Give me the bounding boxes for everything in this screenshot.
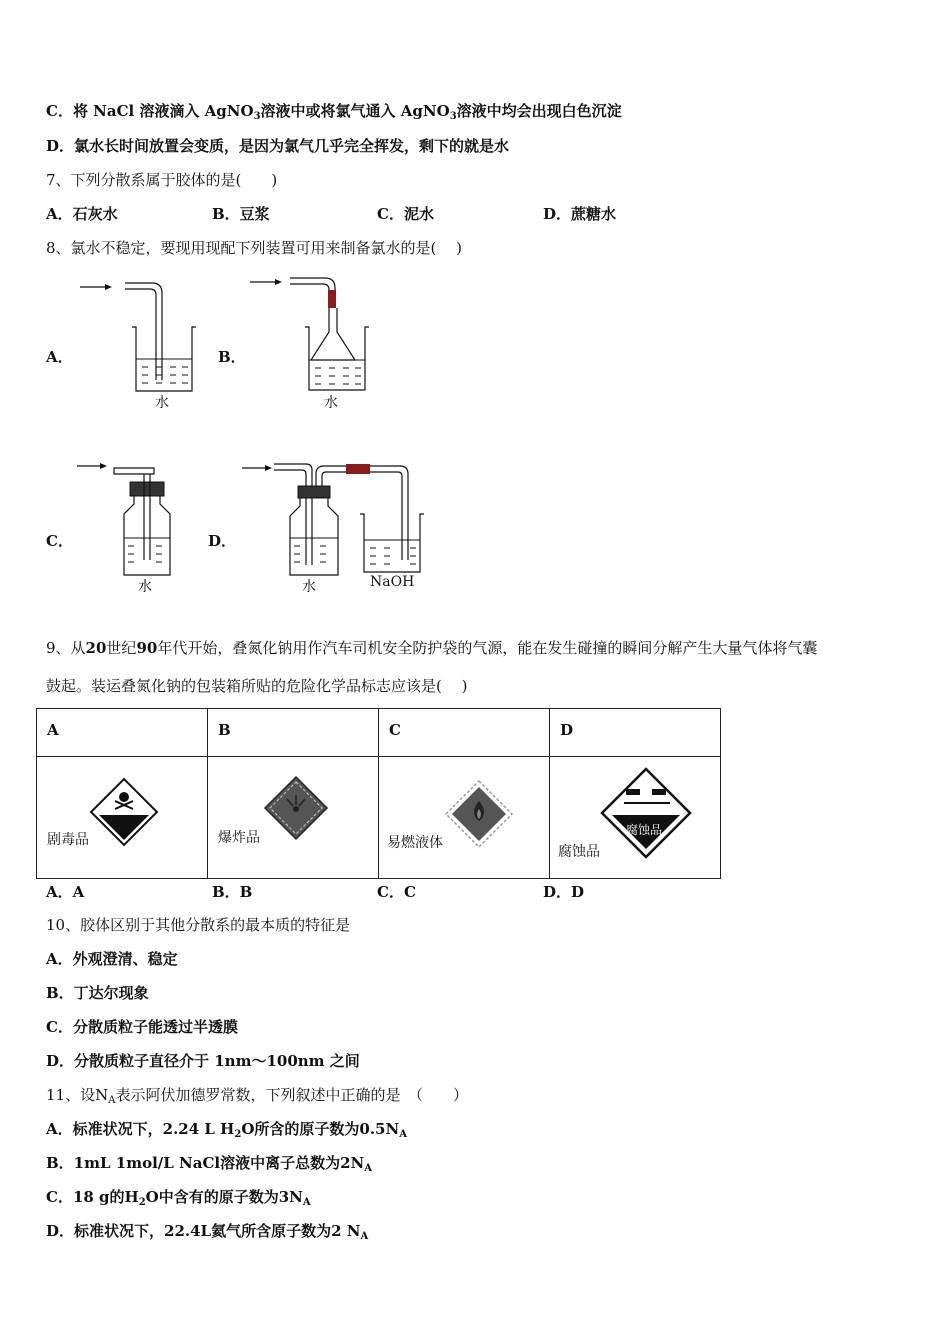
q8-stem: 8、氯水不稳定，要现用现配下列装置可用来制备氯水的是( ) [46, 239, 463, 257]
q10-stem: 10、胶体区别于其他分散系的最本质的特征是 [46, 916, 351, 934]
corrosive-sign-icon [600, 767, 692, 859]
toxic-sign-icon [89, 777, 159, 847]
q7-option-a: A．石灰水 [46, 205, 118, 223]
q9-option-d: D．D [543, 883, 585, 901]
q11-option-c: C．18 g的$H_2O$中含有的原子数为$3N_A$ [46, 1188, 311, 1208]
q9-option-b: B．B [212, 883, 253, 901]
hazard-cell-c [379, 757, 550, 879]
apparatus-d [240, 460, 430, 590]
hazard-header-a: A [37, 709, 208, 757]
q11-option-d: D．标准状况下，22.4L氦气所含原子数为2 $N_A$ [46, 1222, 369, 1242]
q8-label-b: B． [218, 348, 246, 366]
q11-stem: 11、设$N_A$表示阿伏加德罗常数，下列叙述中正确的是 （ ） [46, 1086, 468, 1106]
caption-flammable: 易燃液体 [387, 835, 443, 851]
q10-option-a: A．外观澄清、稳定 [46, 950, 178, 968]
q11-option-b: B．1mL 1mol/L NaCl溶液中离子总数为$2N_A$ [46, 1154, 372, 1174]
hazard-header-c: C [379, 709, 550, 757]
caption-water-d: 水 [302, 579, 316, 595]
caption-naoh: NaOH [370, 574, 415, 590]
q8-label-d: D． [208, 532, 237, 550]
q8-label-a: A． [46, 348, 73, 366]
q9-stem-line1: 9、从20世纪90年代开始，叠氮化钠用作汽车司机安全防护袋的气源，能在发生碰撞的瞬间分解产生大量气体将气囊 [46, 639, 818, 657]
q11-option-a: A．标准状况下，2.24 L $H_2O$所含的原子数为$0.5N_A$ [46, 1120, 407, 1140]
q9-option-c: C．C [377, 883, 416, 901]
apparatus-c [72, 460, 192, 590]
q7-stem: 7、下列分散系属于胶体的是( ) [46, 171, 278, 189]
caption-explosive: 爆炸品 [218, 830, 260, 846]
corrosive-sign-text: 腐蚀品 [626, 823, 663, 837]
q10-option-c: C．分散质粒子能透过半透膜 [46, 1018, 238, 1036]
q8-label-c: C． [46, 532, 73, 550]
apparatus-a [70, 275, 210, 415]
caption-water-b: 水 [324, 395, 338, 411]
caption-water-c: 水 [138, 579, 152, 595]
q6-option-c: C．将 NaCl 溶液滴入 AgNO$_3$溶液中或将氯气通入 AgNO$_3$溶液中均会出现白色沉淀 [46, 102, 622, 122]
q6-option-d: D．氯水长时间放置会变质，是因为氯气几乎完全挥发，剩下的就是水 [46, 137, 510, 155]
caption-corrosive: 腐蚀品 [558, 844, 600, 860]
hazard-cell-a [37, 757, 208, 879]
q10-option-d: D．分散质粒子直径介于 1nm～100nm 之间 [46, 1052, 360, 1070]
q7-option-d: D．蔗糖水 [543, 205, 617, 223]
hazard-header-d: D [550, 709, 721, 757]
q7-option-b: B．豆浆 [212, 205, 270, 223]
hazard-header-b: B [208, 709, 379, 757]
apparatus-b [245, 272, 385, 412]
caption-toxic: 剧毒品 [47, 832, 89, 848]
q10-option-b: B．丁达尔现象 [46, 984, 149, 1002]
caption-water-a: 水 [155, 395, 169, 411]
hazard-cell-d [550, 757, 721, 879]
q7-option-c: C．泥水 [377, 205, 434, 223]
q9-stem-line2: 鼓起。装运叠氮化钠的包装箱所贴的危险化学品标志应该是( ) [46, 677, 468, 695]
hazard-table [36, 708, 721, 879]
flammable-sign-icon [444, 779, 514, 849]
hazard-cell-b [208, 757, 379, 879]
explosive-sign-icon [263, 775, 329, 841]
q9-option-a: A．A [46, 883, 85, 901]
